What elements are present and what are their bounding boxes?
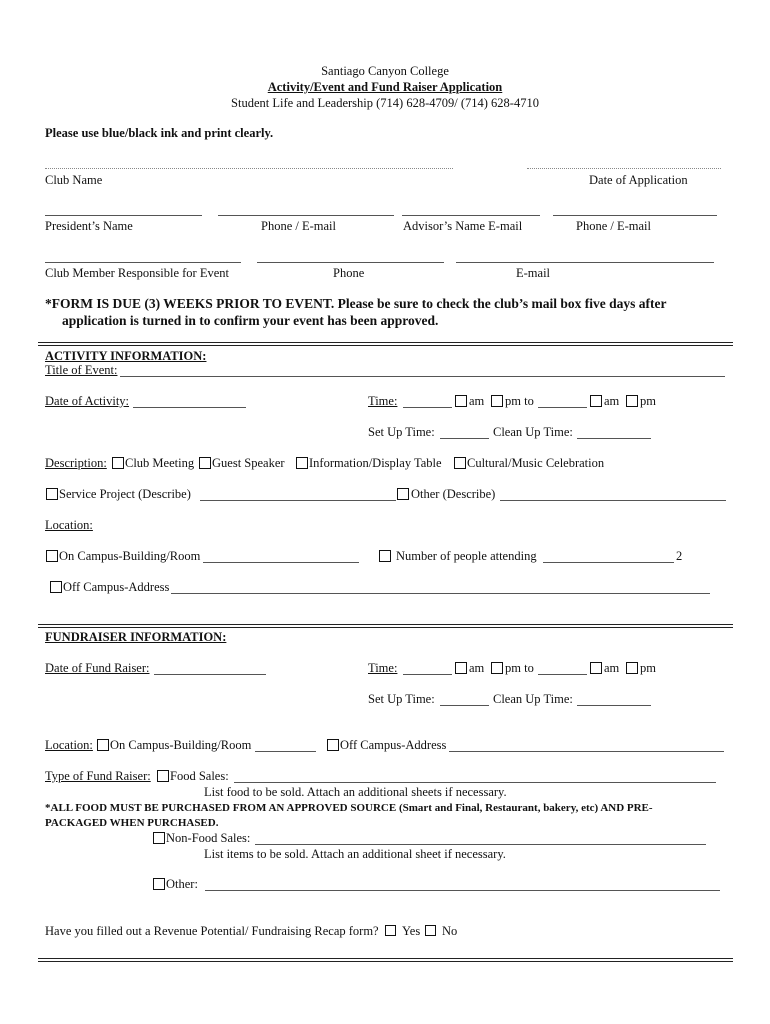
other-describe-label: Other (Describe) [411,487,496,501]
presidents-name-field[interactable] [45,215,202,216]
type-of-fund-raiser-label: Type of Fund Raiser: [45,769,151,783]
fundraiser-on-campus-field[interactable] [255,751,316,752]
activity-start-time-field[interactable] [403,407,452,408]
fundraiser-start-am-label: am [469,661,485,675]
fundraiser-off-campus-checkbox[interactable] [327,739,339,751]
activity-start-pm-checkbox[interactable] [491,395,503,407]
other-fundraiser-field[interactable] [205,890,720,891]
fundraiser-pm-to-label: pm to [505,661,534,675]
form-title: Activity/Event and Fund Raiser Application [267,80,503,94]
fundraiser-time-label: Time: [368,661,398,675]
revenue-no-label: No [442,924,458,938]
office-info: Student Life and Leadership (714) 628-4709/ (714) 628-4710 [231,96,539,110]
on-campus-field[interactable] [203,562,359,563]
activity-cleanup-time-label: Clean Up Time: [493,425,573,439]
non-food-sales-label: Non-Food Sales: [166,831,251,845]
date-of-application-label: Date of Application [589,173,688,187]
activity-divider [38,342,733,346]
fundraiser-on-campus-label: On Campus-Building/Room [110,738,252,752]
on-campus-label: On Campus-Building/Room [59,549,201,563]
activity-end-pm-checkbox[interactable] [626,395,638,407]
revenue-yes-checkbox[interactable] [385,925,396,936]
info-display-table-checkbox[interactable] [296,457,308,469]
revenue-yes-label: Yes [402,924,421,938]
fundraiser-end-time-field[interactable] [538,674,587,675]
fundraiser-start-pm-checkbox[interactable] [491,662,503,674]
advisors-name-field[interactable] [402,215,540,216]
fundraiser-end-am-checkbox[interactable] [590,662,602,674]
advisor-phone-field[interactable] [553,215,717,216]
number-attending-label: Number of people attending [396,549,537,563]
cultural-music-label: Cultural/Music Celebration [467,456,605,470]
title-of-event-label: Title of Event: [45,363,118,377]
revenue-no-checkbox[interactable] [425,925,436,936]
date-of-fund-raiser-field[interactable] [154,674,266,675]
other-describe-field[interactable] [500,500,726,501]
activity-end-am-label: am [604,394,620,408]
activity-end-pm-label: pm [640,394,656,408]
fundraiser-start-am-checkbox[interactable] [455,662,467,674]
number-attending-checkbox[interactable] [379,550,391,562]
fundraiser-setup-time-field[interactable] [440,705,489,706]
fundraiser-cleanup-time-field[interactable] [577,705,651,706]
fundraiser-off-campus-field[interactable] [449,751,724,752]
activity-time-label: Time: [368,394,398,408]
food-sales-label: Food Sales: [170,769,229,783]
number-attending-suffix: 2 [676,549,683,563]
club-name-field[interactable] [45,168,453,169]
member-email-field[interactable] [456,262,714,263]
fundraiser-end-pm-checkbox[interactable] [626,662,638,674]
service-project-label: Service Project (Describe) [59,487,191,501]
fundraiser-on-campus-checkbox[interactable] [97,739,109,751]
non-food-sales-checkbox[interactable] [153,832,165,844]
date-of-activity-field[interactable] [133,407,246,408]
member-phone-field[interactable] [257,262,444,263]
club-meeting-label: Club Meeting [125,456,195,470]
cultural-music-checkbox[interactable] [454,457,466,469]
college-name: Santiago Canyon College [321,64,449,78]
advisor-phone-label: Phone / E-mail [576,219,651,233]
other-fundraiser-checkbox[interactable] [153,878,165,890]
fundraiser-cleanup-time-label: Clean Up Time: [493,692,573,706]
number-attending-field[interactable] [543,562,674,563]
instructions: Please use blue/black ink and print clearly. [45,126,274,140]
fundraiser-end-pm-label: pm [640,661,656,675]
club-member-field[interactable] [45,262,241,263]
description-label: Description: [45,456,107,470]
activity-start-am-checkbox[interactable] [455,395,467,407]
presidents-name-label: President’s Name [45,219,133,233]
president-phone-field[interactable] [218,215,394,216]
non-food-note: List items to be sold. Attach an additional sheet if necessary. [204,847,506,861]
non-food-sales-field[interactable] [255,844,706,845]
member-email-label: E-mail [516,266,551,280]
activity-end-am-checkbox[interactable] [590,395,602,407]
activity-end-time-field[interactable] [538,407,587,408]
club-member-label: Club Member Responsible for Event [45,266,229,280]
title-of-event-field[interactable] [120,376,725,377]
service-project-field[interactable] [200,500,396,501]
other-fundraiser-label: Other: [166,877,198,891]
service-project-checkbox[interactable] [46,488,58,500]
off-campus-label: Off Campus-Address [63,580,170,594]
food-warning-line2: PACKAGED WHEN PURCHASED. [45,817,219,829]
food-sales-field[interactable] [234,782,716,783]
activity-setup-time-label: Set Up Time: [368,425,435,439]
president-phone-label: Phone / E-mail [261,219,336,233]
club-meeting-checkbox[interactable] [112,457,124,469]
food-warning-line1: *ALL FOOD MUST BE PURCHASED FROM AN APPROVED SOURCE (Smart and Final, Restaurant, bakery, etc) AND PRE- [45,802,653,814]
activity-start-am-label: am [469,394,485,408]
activity-setup-time-field[interactable] [440,438,489,439]
food-note: List food to be sold. Attach an additional sheets if necessary. [204,785,507,799]
fundraiser-setup-time-label: Set Up Time: [368,692,435,706]
info-display-table-label: Information/Display Table [309,456,442,470]
activity-heading: ACTIVITY INFORMATION: [45,349,207,363]
fundraiser-divider [38,624,733,628]
off-campus-checkbox[interactable] [50,581,62,593]
fundraiser-location-label: Location: [45,738,93,752]
due-notice-line1: *FORM IS DUE (3) WEEKS PRIOR TO EVENT. Please be sure to check the club’s mail box five days after [45,296,667,311]
revenue-question: Have you filled out a Revenue Potential/ Fundraising Recap form? [45,924,379,938]
activity-location-label: Location: [45,518,93,532]
guest-speaker-label: Guest Speaker [212,456,285,470]
activity-cleanup-time-field[interactable] [577,438,651,439]
off-campus-field[interactable] [171,593,710,594]
guest-speaker-checkbox[interactable] [199,457,211,469]
advisors-name-label: Advisor’s Name E-mail [403,219,523,233]
member-phone-label: Phone [333,266,365,280]
bottom-divider [38,958,733,962]
date-of-activity-label: Date of Activity: [45,394,130,408]
due-notice-line2: application is turned in to confirm your event has been approved. [62,313,439,328]
fundraiser-off-campus-label: Off Campus-Address [340,738,447,752]
fundraiser-end-am-label: am [604,661,620,675]
club-name-label: Club Name [45,173,103,187]
food-sales-checkbox[interactable] [157,770,169,782]
fundraiser-start-time-field[interactable] [403,674,452,675]
activity-pm-to-label: pm to [505,394,534,408]
date-of-fund-raiser-label: Date of Fund Raiser: [45,661,150,675]
fundraiser-heading: FUNDRAISER INFORMATION: [45,630,227,644]
other-describe-checkbox[interactable] [397,488,409,500]
on-campus-checkbox[interactable] [46,550,58,562]
date-of-application-field[interactable] [527,168,721,169]
